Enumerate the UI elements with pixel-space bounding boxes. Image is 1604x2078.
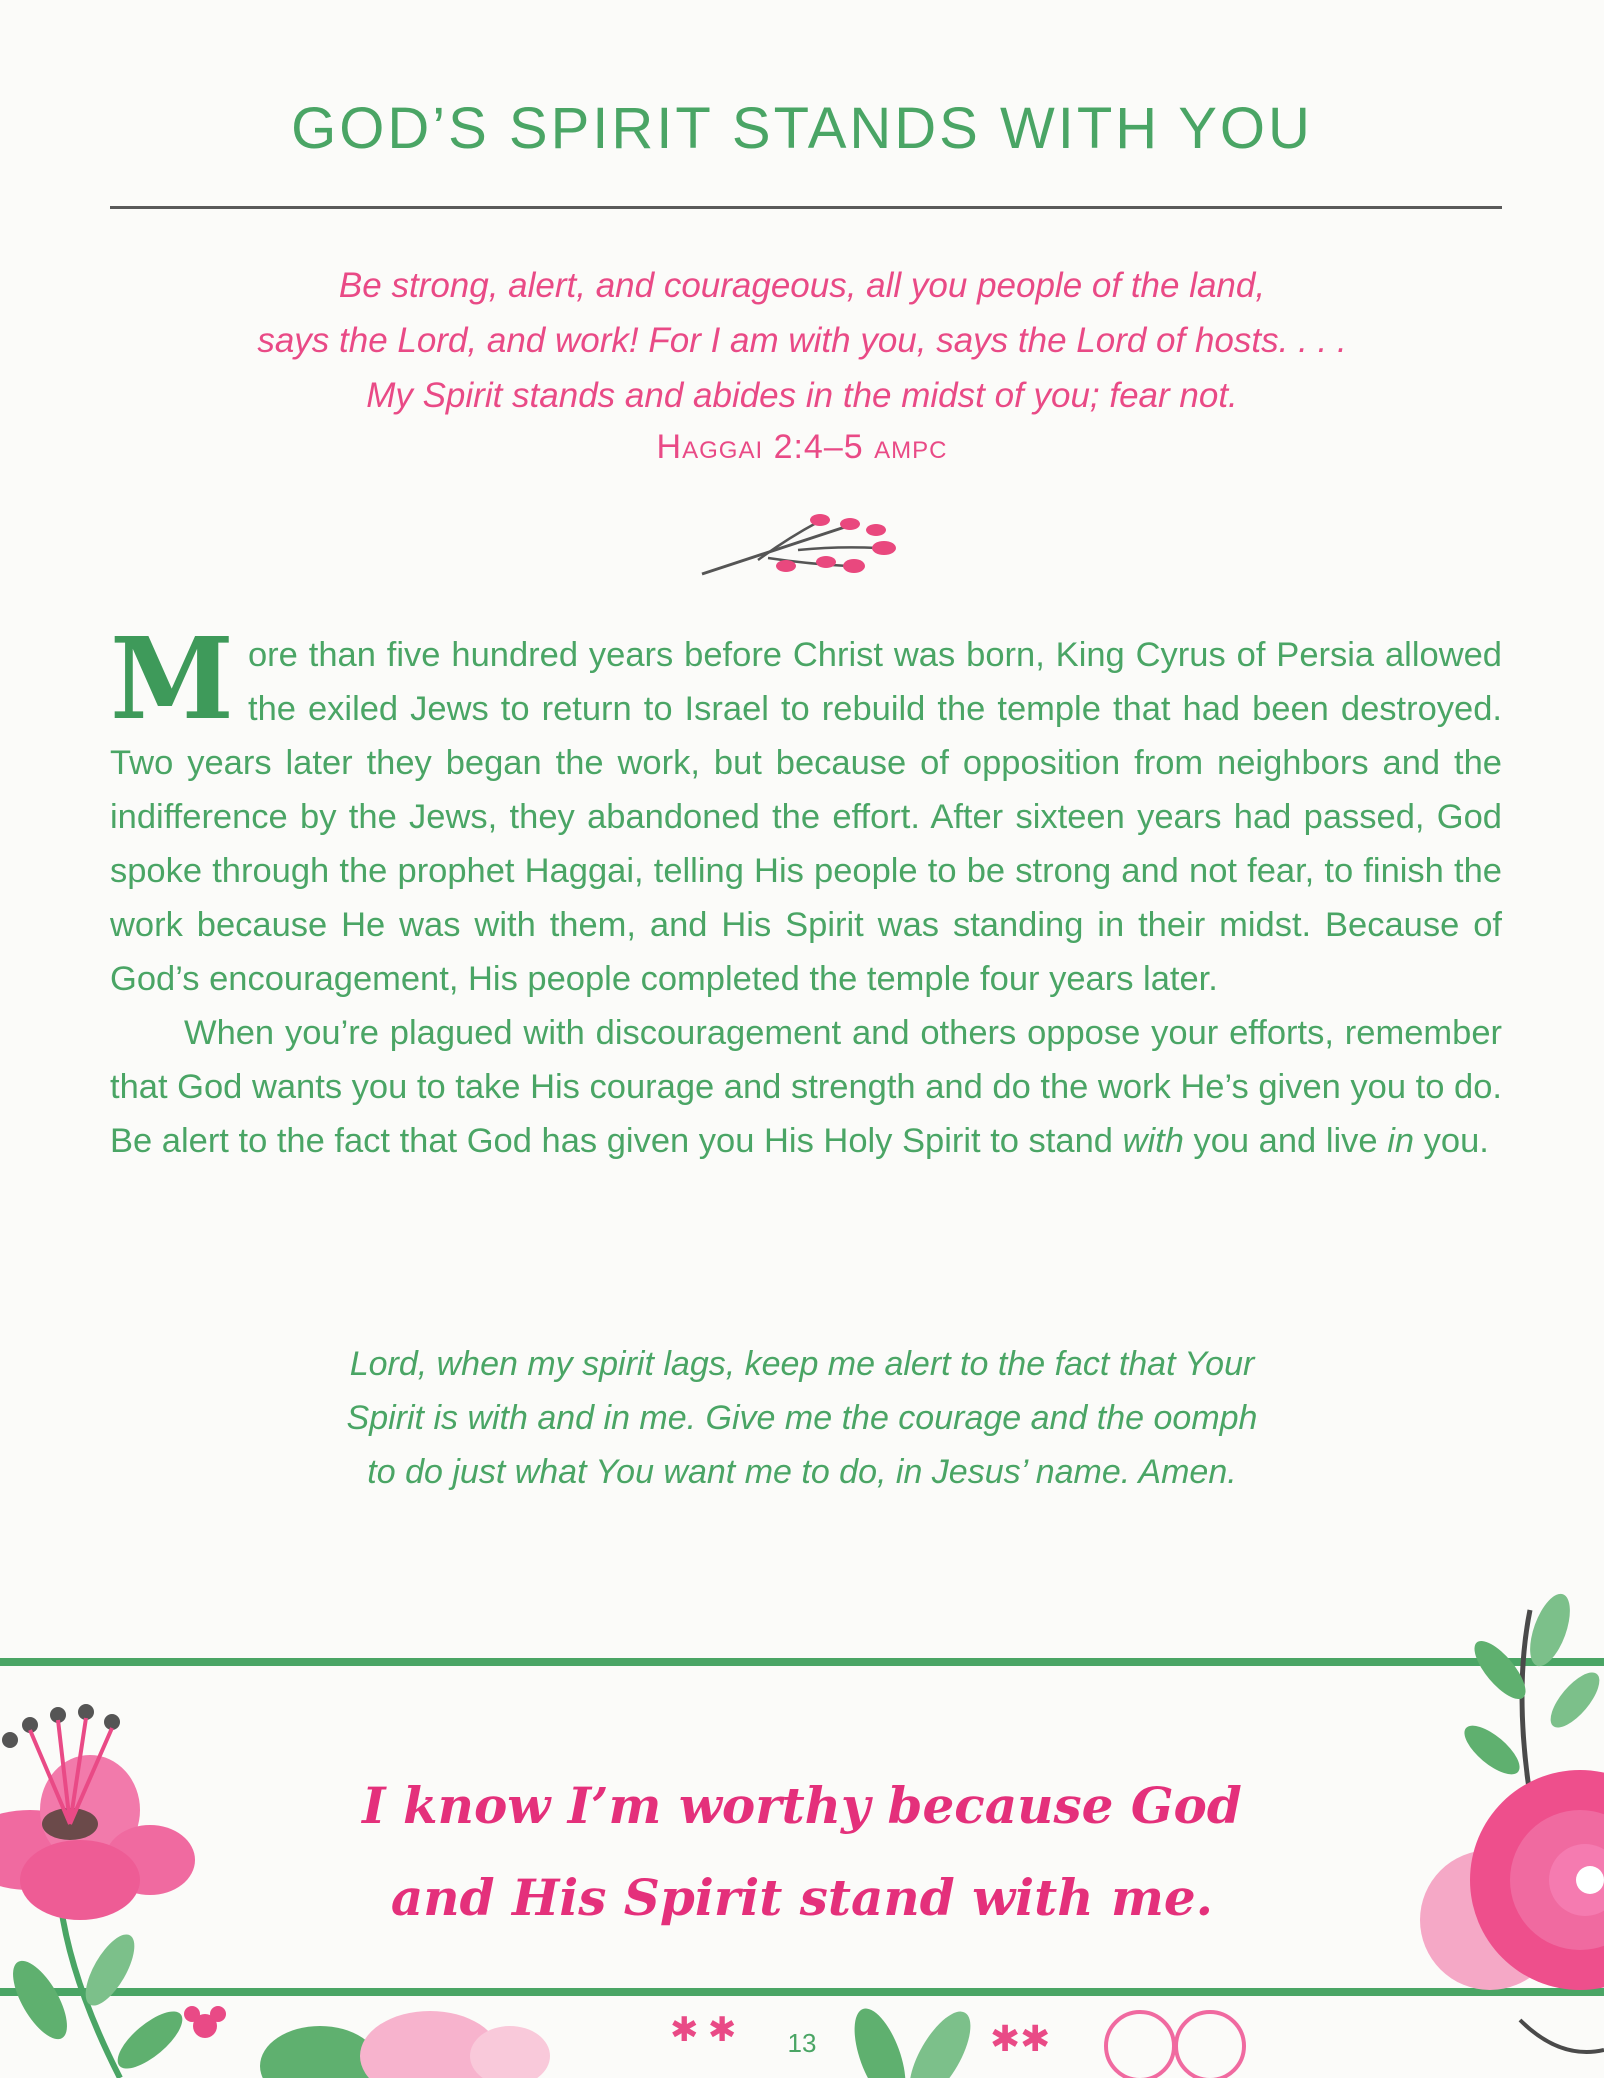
prayer-line: Lord, when my spirit lags, keep me alert to the fact that Your — [349, 1345, 1255, 1383]
verse-version: AMPC — [874, 437, 948, 464]
affirmation-line: I know I’m worthy because God — [362, 1776, 1242, 1835]
title-divider — [110, 206, 1502, 209]
devotional-body — [110, 614, 1502, 1168]
paragraph-2-start: When you’re plagued with discouragement and others oppose your efforts, remember that God wants you to take His courage and strength and do the work He’s given you to do. Be alert to the fact that God has given you His Holy Spirit to stand — [110, 1014, 1502, 1160]
paragraph-2-emphasis-with: with — [1122, 1122, 1184, 1160]
page-title: GOD’S SPIRIT STANDS WITH YOU — [291, 96, 1313, 161]
berry-sprig-icon — [698, 508, 914, 588]
verse-reference — [0, 428, 1604, 467]
paragraph-2-end: you. — [1414, 1122, 1489, 1160]
affirmation-quote — [0, 1760, 1604, 1944]
verse-line: My Spirit stands and abides in the midst of you; fear not. — [366, 376, 1238, 415]
footer-top-rule — [0, 1658, 1604, 1666]
svg-text:✱✱: ✱✱ — [990, 2018, 1051, 2059]
footer-bottom-rule — [0, 1988, 1604, 1996]
prayer-line: Spirit is with and in me. Give me the courage and the oomph — [346, 1399, 1258, 1437]
paragraph-2 — [110, 1006, 1502, 1168]
verse-line: Be strong, alert, and courageous, all you people of the land, — [338, 266, 1266, 305]
paragraph-1: ore than five hundred years before Christ was born, King Cyrus of Persia allowed the exiled Jews to return to Israel to rebuild the temple that had been destroyed. Two years later they began the work, but because of opposition from neighbors and the indifference by the Jews, they abandoned the effort. After sixteen years had passed, God spoke through the prophet Haggai, telling His people to be strong and not fear, to finish the work because He was with them, and His Spirit was standing in their midst. Because of God’s encouragement, His people completed the temple four years later. — [110, 636, 1502, 998]
svg-text:✱ ✱: ✱ ✱ — [670, 2011, 737, 2049]
paragraph-2-emphasis-in: in — [1387, 1122, 1415, 1160]
affirmation-line: and His Spirit stand with me. — [390, 1868, 1214, 1927]
prayer-line: to do just what You want me to do, in Jesus’ name. Amen. — [367, 1453, 1237, 1491]
scripture-verse — [0, 258, 1604, 423]
page-number: 13 — [787, 2028, 817, 2058]
prayer — [0, 1337, 1604, 1499]
drop-cap: M — [110, 614, 234, 745]
verse-reference-text: Haggai 2:4–5 — [656, 428, 864, 466]
paragraph-2-mid: you and live — [1183, 1122, 1388, 1160]
verse-line: says the Lord, and work! For I am with you, says the Lord of hosts. . . . — [257, 321, 1347, 360]
